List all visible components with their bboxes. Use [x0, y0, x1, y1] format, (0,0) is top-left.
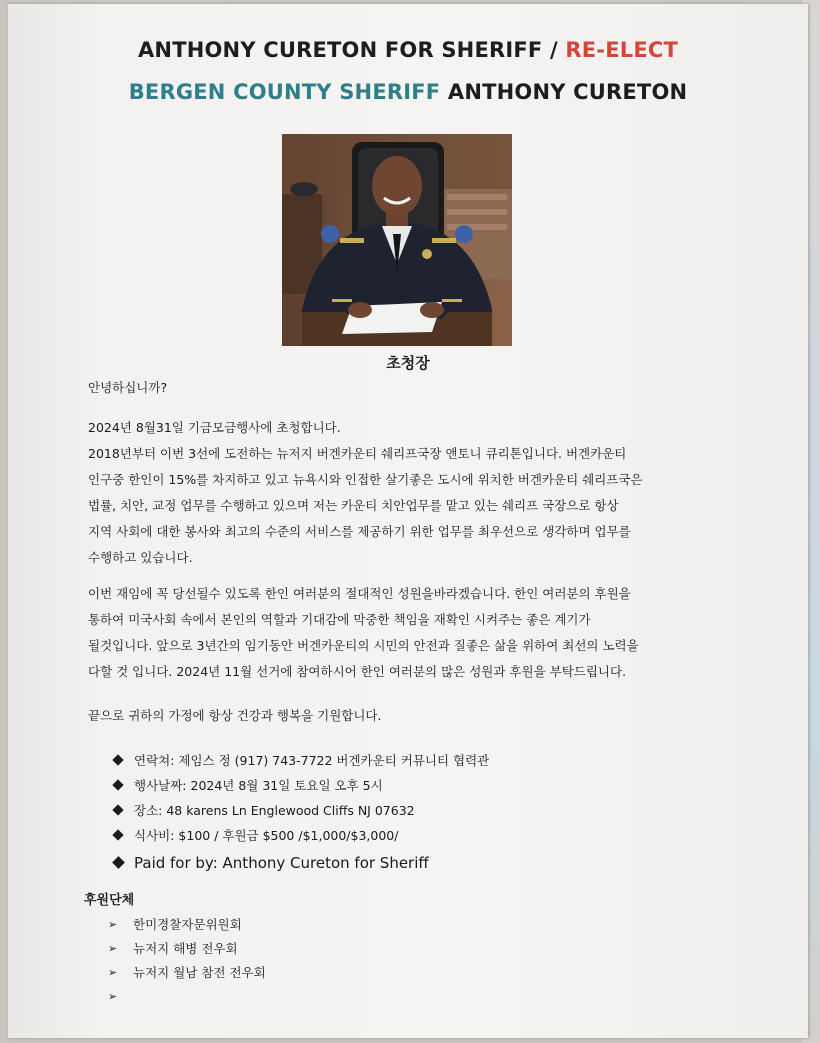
flyer-sheet — [8, 4, 808, 1038]
paragraph-line: 지역 사회에 대한 봉사와 최고의 수준의 서비스를 제공하기 위한 업무를 최우선으로 생각하며 업무를 — [88, 524, 631, 539]
sponsors-list — [108, 913, 266, 1009]
detail-text: 식사비: $100 / 후원금 $500 /$1,000/$3,000/ — [134, 828, 399, 843]
paragraph-line: 통하여 미국사회 속에서 본인의 역할과 기대감에 막중한 책임을 재확인 시켜주는 좋은 계기가 — [88, 612, 591, 627]
arrow-bullet-icon: ➢ — [108, 942, 118, 955]
paragraph-line: 다할 것 입니다. 2024년 11월 선거에 참여하시어 한인 여러분의 많은 성원과 후원을 부탁드립니다. — [88, 664, 627, 679]
event-details-list — [114, 748, 489, 878]
detail-date — [114, 773, 489, 798]
paragraph-appeal — [88, 581, 748, 685]
candidate-photo-illustration — [282, 134, 512, 346]
sponsors-heading: 후원단체 — [84, 893, 135, 908]
diamond-bullet-icon — [112, 829, 123, 840]
paragraph-line: 법률, 치안, 교정 업무를 수행하고 있으며 저는 카운티 치안업무를 맡고 있는 쉐리프 국장으로 항상 — [88, 498, 619, 513]
diamond-bullet-icon — [112, 856, 125, 869]
sponsor-name: 한미경찰자문위원회 — [133, 917, 242, 932]
paragraph-line: 이번 재임에 꼭 당선될수 있도록 한인 여러분의 절대적인 성원을바라겠습니다. 한인 여러분의 후원을 — [88, 586, 631, 601]
detail-text: 연락쳐: 제임스 정 (917) 743-7722 버겐카운티 커뮤니티 협력관 — [134, 753, 490, 768]
arrow-bullet-icon: ➢ — [108, 990, 118, 1003]
sponsor-item — [108, 913, 266, 937]
candidate-photo — [282, 134, 512, 346]
paragraph-intro — [88, 415, 748, 571]
headline-office: BERGEN COUNTY SHERIFF — [128, 80, 441, 104]
sponsor-name: 뉴저지 월남 참전 전우회 — [133, 965, 266, 980]
detail-location — [114, 798, 489, 823]
diamond-bullet-icon — [112, 779, 123, 790]
paragraph-line: 수행하고 있습니다. — [88, 550, 193, 565]
sponsor-item — [108, 937, 266, 961]
detail-contact — [114, 748, 489, 773]
invitation-caption: 초청장 — [386, 354, 430, 372]
detail-text: 장소: 48 karens Ln Englewood Cliffs NJ 07632 — [134, 803, 415, 818]
sponsor-item — [108, 985, 266, 1009]
paragraph-line: 될것입니다. 앞으로 3년간의 임기동안 버겐카운티의 시민의 안전과 질좋은 삶을 위하여 최선의 노력을 — [88, 638, 639, 653]
closing-line: 끝으로 귀하의 가정에 항상 건강과 행복을 기원합니다. — [88, 708, 382, 723]
paid-for-text: Paid for by: Anthony Cureton for Sheriff — [134, 854, 429, 872]
paragraph-line: 2018년부터 이번 3선에 도전하는 뉴저지 버겐카운티 쉐리프국장 앤토니 큐리톤입니다. 버겐카운티 — [88, 446, 627, 461]
paragraph-line: 2024년 8월31일 기금모금행사에 초청합니다. — [88, 420, 341, 435]
arrow-bullet-icon: ➢ — [108, 918, 118, 931]
diamond-bullet-icon — [112, 804, 123, 815]
sponsor-name: 뉴저지 해병 전우회 — [133, 941, 238, 956]
detail-price — [114, 823, 489, 848]
headline-name: ANTHONY CURETON FOR SHERIFF / — [137, 38, 558, 62]
detail-text: 행사날짜: 2024년 8월 31일 토요일 오후 5시 — [134, 778, 383, 793]
diamond-bullet-icon — [112, 754, 123, 765]
headline-line-2 — [8, 80, 808, 104]
detail-paid-for — [114, 848, 489, 878]
sponsor-item — [108, 961, 266, 985]
paragraph-line: 인구중 한인이 15%를 차지하고 있고 뉴욕시와 인접한 살기좋은 도시에 위치한 버겐카운티 쉐리프국은 — [88, 472, 643, 487]
greeting: 안녕하십니까? — [88, 380, 168, 395]
headline-line-1 — [8, 38, 808, 62]
arrow-bullet-icon: ➢ — [108, 966, 118, 979]
headline-candidate: ANTHONY CURETON — [447, 80, 688, 104]
headline-reelect: RE-ELECT — [565, 38, 679, 62]
